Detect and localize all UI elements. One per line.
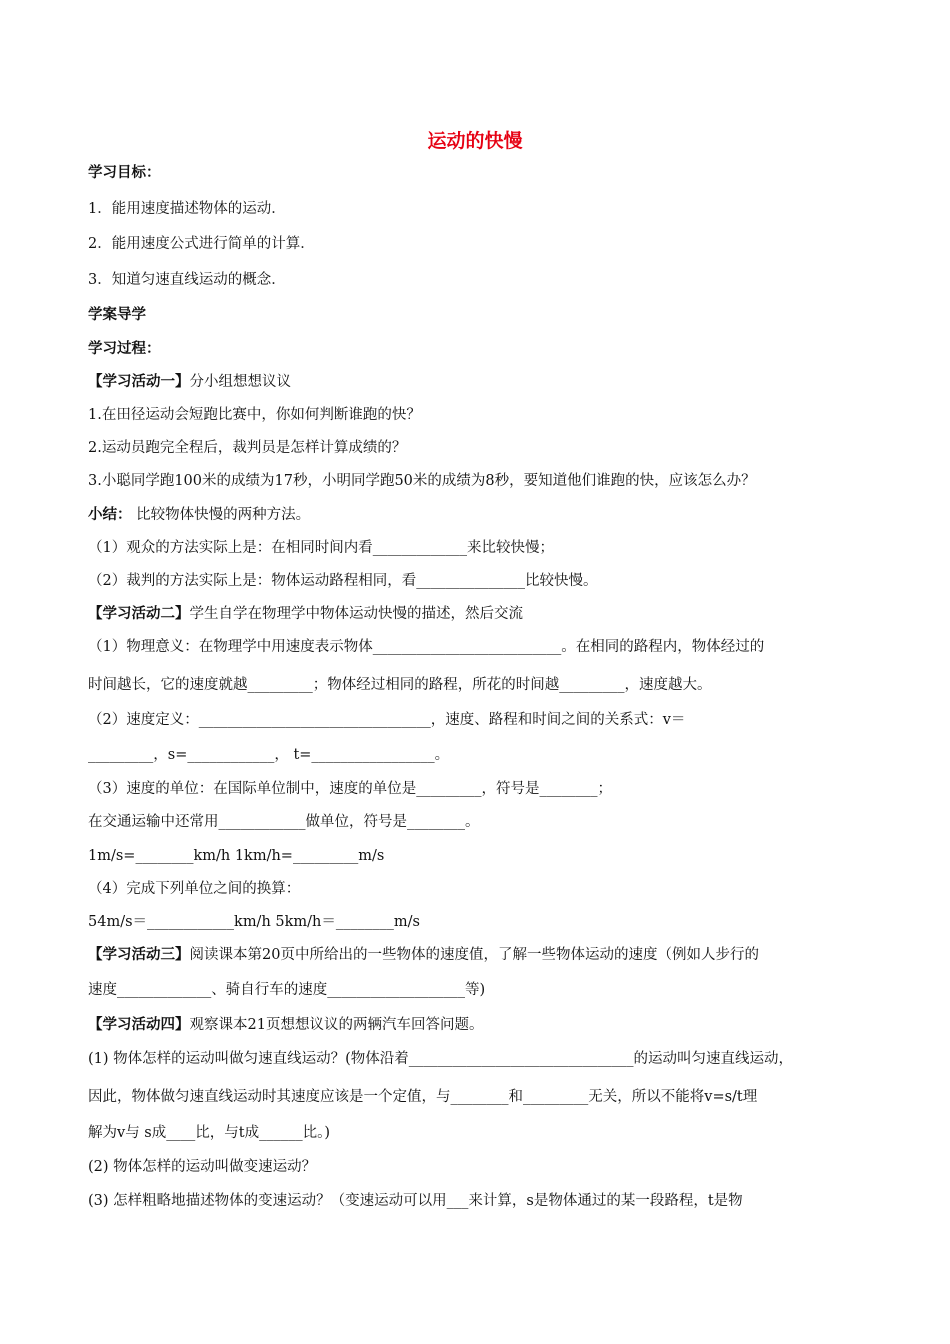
objectives-heading: 学习目标： [88, 165, 161, 181]
activity-2-line: 时间越长，它的速度就越_________；物体经过相同的路程，所花的时间越_________，速度越大。 [88, 677, 712, 693]
activity-2-line: _________，s=____________， t=_________________。 [88, 747, 450, 763]
activity-1-question: 2.运动员跑完全程后，裁判员是怎样计算成绩的？ [88, 440, 407, 456]
activity-2-line: 1m/s=________km/h 1km/h=_________m/s [88, 848, 385, 864]
activity-4 [88, 1015, 878, 1035]
activity-2 [88, 604, 878, 624]
activity-4-line: (3) 怎样粗略地描述物体的变速运动？（变速运动可以用___来计算，s是物体通过的某一段路程，t是物 [88, 1193, 743, 1209]
activity-3-text: 阅读课本第20页中所给出的一些物体的速度值，了解一些物体运动的速度（例如人步行的 [189, 947, 759, 963]
activity-2-line: （4）完成下列单位之间的换算： [88, 881, 301, 897]
activity-4-line: (2) 物体怎样的运动叫做变速运动？ [88, 1159, 317, 1175]
activity-2-line: （3）速度的单位：在国际单位制中，速度的单位是_________，符号是________； [88, 781, 612, 797]
summary [88, 505, 878, 525]
activity-1-text: 分小组想想议议 [189, 374, 291, 390]
activity-1-label: 【学习活动一】 [88, 374, 190, 390]
activity-2-label: 【学习活动二】 [88, 606, 190, 622]
activity-4-text: 观察课本21页想想议议的两辆汽车回答问题。 [189, 1017, 484, 1033]
activity-2-text: 学生自学在物理学中物体运动快慢的描述，然后交流 [189, 606, 523, 622]
activity-4-line: 因此，物体做匀速直线运动时其速度应该是一个定值，与________和_________无关，所以不能将v=s/t理 [88, 1089, 758, 1105]
activity-2-line: 54m/s＝____________km/h 5km/h＝________m/s [88, 914, 420, 930]
activity-3-line: 速度_____________、骑自行车的速度___________________等) [88, 982, 486, 998]
activity-3-label: 【学习活动三】 [88, 947, 190, 963]
guide-heading: 学案导学 [88, 307, 146, 323]
process-heading: 学习过程： [88, 341, 161, 357]
activity-2-line: （2）速度定义：________________________________，速度、路程和时间之间的关系式：v＝ [88, 712, 686, 728]
activity-2-line: （1）物理意义：在物理学中用速度表示物体__________________________。在相同的路程内，物体经过的 [88, 639, 765, 655]
summary-method: （1）观众的方法实际上是：在相同时间内看_____________来比较快慢； [88, 540, 554, 556]
activity-4-label: 【学习活动四】 [88, 1017, 190, 1033]
summary-method: （2）裁判的方法实际上是：物体运动路程相同，看_______________比较快慢。 [88, 573, 598, 589]
objective-item: 3．知道匀速直线运动的概念． [88, 272, 286, 288]
activity-1-question: 3.小聪同学跑100米的成绩为17秒，小明同学跑50米的成绩为8秒，要知道他们谁跑的快，应该怎么办？ [88, 473, 756, 489]
activity-4-line: 解为v与 s成____比，与t成______比。) [88, 1125, 330, 1141]
summary-label: 小结： [88, 507, 132, 523]
activity-2-line: 在交通运输中还常用____________做单位，符号是________。 [88, 814, 480, 830]
activity-1-question: 1.在田径运动会短跑比赛中，你如何判断谁跑的快？ [88, 407, 421, 423]
activity-4-line: (1) 物体怎样的运动叫做匀速直线运动？(物体沿着_______________________________的运动叫匀速直线运动， [88, 1051, 794, 1067]
activity-1 [88, 372, 878, 392]
objective-item: 2．能用速度公式进行简单的计算． [88, 236, 315, 252]
page-title: 运动的快慢 [427, 130, 523, 152]
objective-item: 1．能用速度描述物体的运动． [88, 201, 286, 217]
summary-text: 比较物体快慢的两种方法。 [131, 507, 311, 523]
activity-3 [88, 945, 878, 965]
